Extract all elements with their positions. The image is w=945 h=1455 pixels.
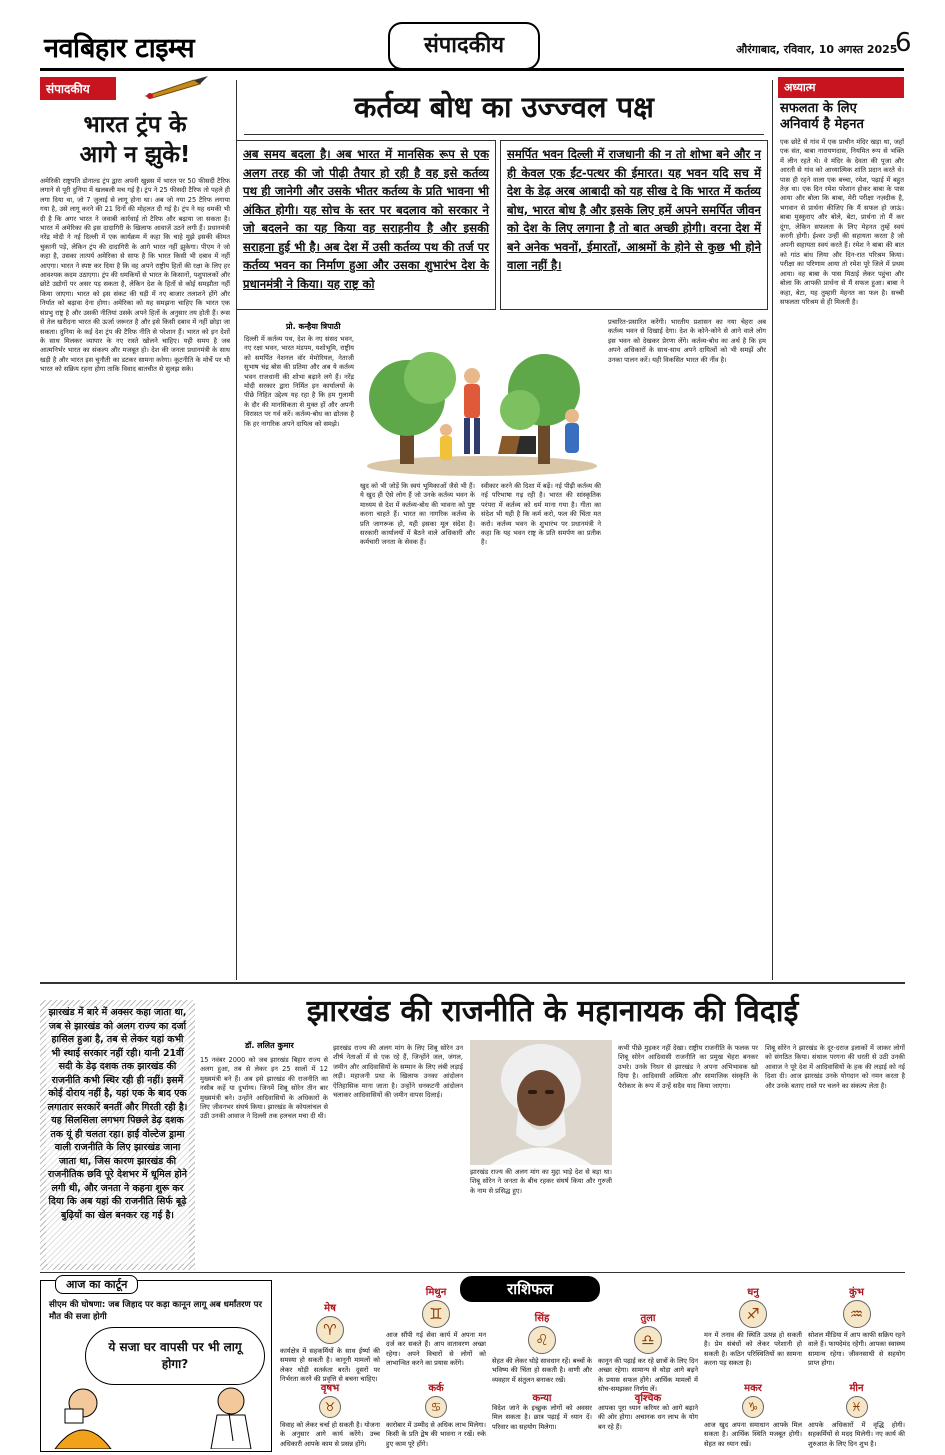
editorial-label: संपादकीय <box>40 77 116 100</box>
left-body: अमेरिकी राष्ट्रपति डोनाल्ड ट्रंप द्वारा अपनी खुन्नस में भारत पर 50 फीसदी टैरिफ लगाने से पूरी दुनिया में खलबली मच गई है। ट्रंप ने 25 फीसदी टैरिफ तो पहले ही लगा दिया था, जो 7 जुलाई से लागू होना था। अब जो नया 25 टैरिफ लगाया गया है, उसे लागू करने की 21 दिनों की मोहलत दी गई है। ट्रंप ने यह धमकी भी दी है कि अगर भारत ने जवाबी कार्रवाई तो टैरिफ और बढ़ाया जा सकता है। भारत में अमेरिका की इस दादागिरी के खिलाफ आवाजें उठने लगी हैं। प्रधानमंत्री नरेंद्र मोदी ने नई दिल्ली में एक कार्यक्रम में कहा कि चाहे मुझे इसकी कीमत चुकानी पड़े, लेकिन ट्रंप की दादागिरी के आगे भारत नहीं झुकेगा। पीएम ने जो कहा है, उसका तात्पर्य अमेरिका से साफ है कि भारत किसी भी दबाव में नहीं आएगा। भारत ने स्पष्ट कर दिया है कि वह अपने राष्ट्रीय हितों की रक्षा के लिए हर आवश्यक कदम उठाएगा। ट्रंप की धमकियों से भारत के किसानों, पशुपालकों और छोटे उद्योगों पर असर पड़ सकता है, लेकिन देश के हितों से कोई समझौता नहीं किया जाएगा। भारत को इस संकट की घड़ी में नए बाजार तलाशने होंगे और निर्यात को बढ़ावा देना होगा। अमेरिका को यह समझना चाहिए कि भारत एक संप्रभु राष्ट्र है और उसकी नीतियां उसके अपने हितों के अनुसार तय होती हैं। रूस से तेल खरीदना भारत की ऊर्जा जरूरत है और इसे किसी दबाव में नहीं छोड़ा जा सकता। दुनिया के कई देश ट्रंप की टैरिफ नीति से परेशान हैं। भारत को इन देशों के साथ मिलकर व्यापार के नए रास्ते खोलने चाहिए। यही समय है जब आत्मनिर्भर भारत का संकल्प और मजबूत हो। देश की जनता प्रधानमंत्री के साथ खड़ी है और भारत इस चुनौती का डटकर सामना करेगा। कूटनीति के मोर्चे पर भी भारत को सक्रिय रहना होगा ताकि विवाद बातचीत से सुलझ सके। <box>40 177 230 374</box>
rashi-singh <box>492 1310 592 1388</box>
cartoon-bubble-text: ये सजा घर वापसी पर भी लागू होगा? <box>108 1340 242 1371</box>
rashi-name: कर्क <box>428 1383 444 1394</box>
rashi-kanya <box>492 1390 592 1452</box>
jharkhand-body-col2: झारखंड राज्य की अलग मांग के लिए शिबू सोरेन उन शीर्ष नेताओं में से एक रहे हैं, जिन्होंने जल, जंगल, जमीन और आदिवासियों के सम्मान के लिए लंबी लड़ाई लड़ी। महाजनी प्रथा के खिलाफ उनका आंदोलन ऐतिहासिक माना जाता है। उन्होंने धनकटनी आंदोलन चलाकर आदिवासियों की जमीन वापस दिलाई। <box>333 1044 463 1100</box>
rashi-meen <box>808 1380 905 1452</box>
rashi-text: आपके अधिकारों में वृद्धि होगी। सहकर्मियों से मदद मिलेगी। नए कार्य की शुरुआत के लिए दिन शुभ है। <box>808 1421 905 1448</box>
jharkhand-quote-panel <box>40 1000 195 1270</box>
rashi-vrishabh <box>280 1380 380 1452</box>
rashi-name: वृषभ <box>320 1383 340 1394</box>
rashi-name: कन्या <box>532 1393 552 1404</box>
rashi-text: विदेश जाने के इच्छुक लोगों को अवसर मिल सकता है। छात्र पढ़ाई में ध्यान दें। परिवार का सहयोग मिलेगा। <box>492 1404 592 1431</box>
rashi-mithun <box>386 1284 486 1378</box>
rashi-name: मीन <box>849 1383 864 1394</box>
jharkhand-headline: झारखंड की राजनीति के महानायक की विदाई <box>306 994 799 1029</box>
jharkhand-photo-caption: झारखंड राज्य की अलग मांग का मुद्दा भाड़े देश से बड़ा था। शिबू सोरेन ने जनता के बीच रहकर संघर्ष किया और गुरुजी के नाम से प्रसिद्ध हुए। <box>470 1168 612 1195</box>
main-body-col1: दिल्ली में कर्तव्य पथ, देश के नए संसद भवन, नए रक्षा भवन, भारत मंडपम, यशोभूमि, राष्ट्रीय को समर्पित नेशनल वॉर मेमोरियल, नेताजी सुभाष चंद्र बोस की प्रतिमा और अब ये कर्तव्य भवन राजधानी की शोभा बढ़ाने लगे हैं। नरेंद्र मोदी सरकार द्वारा निर्मित इन कार्यालयों के पीछे निहित उद्देश्य यह रहा है कि हम गुलामी के दौर की मानसिकता से मुक्त हों और अपनी विरासत पर गर्व करें। कर्तव्य-बोध का द्योतक है कि हर नागरिक अपने दायित्व को समझे। <box>244 335 354 428</box>
gemini-icon: ♊ <box>422 1300 450 1328</box>
pisces-icon: ♓ <box>846 1396 868 1418</box>
cartoon-speech-bubble <box>85 1327 265 1385</box>
main-body-col2: खुद को भी जोड़ें कि स्वयं भूमिकाओं जैसे भी हैं। ये खुद ही ऐसे लोग हैं जो उनके कर्तव्य भवन के माध्यम से देश में कर्तव्य-बोध की भावना को पुष्ट करना चाहते हैं। भारत का नागरिक कर्तव्य के प्रति जागरूक हो, यही इसका मूल संदेश है। सरकारी कार्यालयों में बैठने वाले अधिकारी और कर्मचारी जनता के सेवक हैं। <box>360 482 475 547</box>
rashi-mesh <box>280 1300 380 1384</box>
rashi-text: आपका पूरा ध्यान करियर को आगे बढ़ाने की ओर होगा। अचानक धन लाभ के योग बन रहे हैं। <box>598 1404 698 1431</box>
jharkhand-body-col5: शिबू सोरेन ने झारखंड के दूर-दराज इलाकों में जाकर लोगों को संगठित किया। संथाल परगना की धरती से उठी उनकी आवाज ने पूरे देश में आदिवासियों के हक की लड़ाई को नई दिशा दी। आज झारखंड उनके योगदान को नमन करता है और उनके बताए रास्ते पर चलने का संकल्प लेता है। <box>765 1044 905 1090</box>
rashi-name: तुला <box>640 1313 656 1324</box>
adhyatm-headline <box>780 101 904 133</box>
main-headline-rule <box>244 134 764 135</box>
rashi-text: आज खुद अपना समाधान आपके मिल सकता है। आर्थिक स्थिति मजबूत होगी। सेहत का ध्यान रखें। <box>704 1421 802 1448</box>
rashi-name: मेष <box>324 1303 336 1314</box>
cartoon-figure <box>45 1381 269 1449</box>
main-body-col3: स्वीकार करने की दिशा में बढ़ें। नई पीढ़ी कर्तव्य की नई परिभाषा गढ़ रही है। भारत की सांस्कृतिक परंपरा में कर्तव्य को धर्म माना गया है। गीता का संदेश भी यही है कि कर्म करो, फल की चिंता मत करो। कर्तव्य भवन के शुभारंभ पर प्रधानमंत्री ने कहा कि यह भवन राष्ट्र के प्रति समर्पण का प्रतीक है। <box>481 482 601 547</box>
rashi-text: विवाह को लेकर चर्चा हो सकती है। योजना के अनुसार आगे कार्य करेंगे। उच्च अधिकारी आपके काम से प्रसन्न होंगे। <box>280 1421 380 1448</box>
cartoon-caption: सीएम की घोषणा: जब जिहाद पर कड़ा कानून लागू अब धर्मांतरण पर मौत की सजा होगी <box>49 1300 262 1322</box>
libra-icon: ♎ <box>634 1326 662 1354</box>
page-number: 6 <box>895 28 912 58</box>
rashi-name: कुंभ <box>849 1287 864 1298</box>
bottom-divider <box>40 1272 905 1273</box>
rashi-name: मिथुन <box>425 1287 447 1298</box>
taurus-icon: ♉ <box>319 1396 341 1418</box>
rashi-dhanu <box>704 1284 802 1378</box>
rashi-vrishchik <box>598 1390 698 1452</box>
newspaper-brand: नवबिहार टाइम्स <box>44 33 195 64</box>
adhyatm-headline-line2: अनिवार्य है मेहनत <box>780 117 864 132</box>
quote-right-text: समर्पित भवन दिल्ली में राजधानी की न तो शोभा बने और न ही केवल एक ईंट-पत्थर की ईमारत। यह भवन यदि सच में देश के डेढ़ अरब आबादी को यह सीख दे कि भारत में कर्तव्य बोध, भारत बोध है और इसके लिए हमें अपने समर्पित जीवन को देश के लिए लगाना है तो बात अच्छी होगी। वरना देश में बने अनेक भवनों, ईमारतों, आश्रमों के होने से कुछ भी होने वाला नहीं है। <box>507 147 761 272</box>
rashi-tula <box>598 1310 698 1394</box>
main-author: प्रो. कन्हैया त्रिपाठी <box>286 322 341 331</box>
cartoon-label: आज का कार्टून <box>55 1275 138 1294</box>
main-body-col4: प्रचारित-प्रसारित करेंगी। भारतीय प्रशासन का नया चेहरा अब कर्तव्य भवन से दिखाई देगा। देश के कोने-कोने से आने वाले लोग इस भवन को देखकर प्रेरणा लेंगे। कर्तव्य-बोध का अर्थ है कि हम अपने अधिकारों के साथ-साथ अपने दायित्वों को भी समझें और उनका पालन करें। यही विकसित भारत की नींव है। <box>608 318 766 364</box>
cancer-icon: ♋ <box>425 1396 447 1418</box>
rashi-text: आज सौंपी गई सेवा कार्य में अपना मन दर्ज कर सकते हैं। आप वातावरण अच्छा रहेगा। अपने विचारों से लोगों को लाभान्वित करने का प्रयास करेंगे। <box>386 1331 486 1368</box>
adhyatm-body: एक छोटे से गांव में एक प्राचीन मंदिर खड़ा था, जहाँ एक संत, बाबा नारायणदास, नियमित रूप से भक्ति में लीन रहते थे। वे मंदिर के देवता की पूजा और आरती से गांव को आध्यात्मिक शांति प्रदान करते थे। पास ही रहने वाला एक बच्चा, रमेश, पढ़ाई में बहुत तेज़ था। एक दिन रमेश परेशान होकर बाबा के पास आया और बोला कि बाबा, मेरी परीक्षा नज़दीक है, भगवान से प्रार्थना कीजिए कि मैं सफल हो जाऊं। बाबा मुस्कुराए और बोले, बेटा, प्रार्थना तो मैं कर दूंगा, लेकिन सफलता के लिए मेहनत तुम्हें स्वयं करनी होगी। ईश्वर उन्हीं की सहायता करता है जो अपनी सहायता स्वयं करते हैं। रमेश ने बाबा की बात को गांठ बांध लिया और दिन-रात परिश्रम किया। परीक्षा का परिणाम आया तो रमेश पूरे जिले में प्रथम आया। वह बाबा के पास मिठाई लेकर पहुंचा और बोला कि आपकी प्रार्थना से मैं सफल हुआ। बाबा ने कहा, बेटा, यह तुम्हारी मेहनत का फल है। सच्ची सफलता परिश्रम से ही मिलती है। <box>780 138 904 306</box>
rashi-text: सोशल मीडिया में आप काफी सक्रिय रहने वाले हैं। फायदेमंद रहेगी। आपका स्वास्थ्य सामान्य रहेगा। जीवनसाथी से सहयोग प्राप्त होगा। <box>808 1331 906 1368</box>
rashi-text: कानून की पढ़ाई कर रहे छात्रों के लिए दिन अच्छा रहेगा। सामान्य से थोड़ा आगे बढ़ने के प्रयास सफल होंगे। आर्थिक मामलों में सोच-समझकर निर्णय लें। <box>598 1357 698 1394</box>
rashifal-title-text: राशिफल <box>507 1280 553 1298</box>
aries-icon: ♈ <box>316 1316 344 1344</box>
masthead <box>0 0 945 78</box>
rashi-kumbh <box>808 1284 905 1378</box>
left-headline-line2: आगे न झुके! <box>79 142 191 168</box>
rashi-kark <box>386 1380 486 1452</box>
shibu-soren-portrait <box>470 1040 612 1165</box>
adhyatm-label: अध्यात्म <box>778 77 904 98</box>
jharkhand-quote-text: झारखंड में बारे में अक्सर कहा जाता था, जब से झारखंड को अलग राज्य का दर्जा हासिल हुआ है, तब से लेकर यहां कभी भी स्थाई सरकार नहीं रही। यानी 21वीं सदी के डेढ़ दशक तक झारखंड की राजनीति कभी स्थिर रही ही नहीं। इसमें कोई दोराय नहीं है, यहां एक के बाद एक लगातार सरकारें बनतीं और गिरती रही है। यह सिलसिला लगभग पिछले डेढ़ दशक तक यूं ही चलता रहा। हाईं वोल्टेज ड्रामा वाली राजनीति के लिए झारखंड जाना जाता था, जिस कारण झारखंड की राजनीतिक छवि पूरे देशभर में धूमिल होने लगी थी, और जनता ने कहना शुरू कर दिया कि अब यहां की राजनीति सिर्फ बूढ़े बुढ़ियों का खेल बनकर रह गई है। <box>46 1006 189 1264</box>
pen-icon <box>142 74 212 100</box>
quote-box-left <box>236 140 496 310</box>
cartoon-panel <box>40 1280 272 1452</box>
rashi-name: सिंह <box>534 1313 550 1324</box>
main-headline: कर्तव्य बोध का उज्ज्वल पक्ष <box>354 90 654 124</box>
jharkhand-author: डॉ. ललित कुमार <box>245 1041 294 1050</box>
rashi-name: वृश्चिक <box>634 1393 662 1404</box>
rashi-text: कारोबार में उम्मीद से अधिक लाभ मिलेगा। किसी के प्रति द्वेष की भावना न रखें। रुके हुए काम पूरे होंगे। <box>386 1421 486 1448</box>
left-headline <box>40 110 230 170</box>
jharkhand-body-col1: 15 नवंबर 2000 को जब झारखंड बिहार राज्य से अलग हुआ, तब से लेकर इन 25 सालों में 12 मुख्यमंत्री बने हैं। अब इसे झारखंड की राजनीति का नसीब कहें या दुर्भाग्य। जिनमें शिबू सोरेन तीन बार मुख्यमंत्री बने। उन्होंने आदिवासियों के अधिकारों के लिए जीवनभर संघर्ष किया। झारखंड के कोयलांचल से उठी उनकी आवाज ने दिल्ली तक हलचल मचा दी थी। <box>200 1056 328 1121</box>
tree-planting-illustration <box>360 318 605 478</box>
capricorn-icon: ♑ <box>742 1396 764 1418</box>
quote-box-right <box>500 140 768 310</box>
right-divider <box>772 80 773 980</box>
rashi-name: धनु <box>747 1287 759 1298</box>
sagittarius-icon: ♐ <box>739 1300 767 1328</box>
leo-icon: ♌ <box>528 1326 556 1354</box>
rashi-text: सेहत की लेकर थोड़े सावधान रहें। बच्चों के भविष्य की चिंता हो सकती है। वाणी और व्यवहार में संतुलन बनाकर रखें। <box>492 1357 593 1384</box>
quote-left-text: अब समय बदला है। अब भारत में मानसिक रूप से एक अलग तरह की जो पीढ़ी तैयार हो रही है वह इसे कर्तव्य पथ ही जानेगी और उसके भीतर कर्तव्य के प्रति भावना भी अंकित होगी। यह सोच के स्तर पर बदलाव को सरकार ने जो बदलने का यह किया वह सराहनीय है और इसकी सराहना हुई भी है। अब देश में उसी कर्तव्य पथ की तर्ज पर कर्तव्य भवन का निर्माण हुआ और उसका शुभारंभ देश के प्रधानमंत्री ने किया। यह राष्ट्र को <box>243 147 489 291</box>
aquarius-icon: ♒ <box>843 1300 871 1328</box>
section-divider <box>40 982 905 984</box>
adhyatm-headline-line1: सफलता के लिए <box>780 101 857 116</box>
jharkhand-body-col4: कभी पीछे मुड़कर नहीं देखा। राष्ट्रीय राजनीति के फलक पर शिबू सोरेन आदिवासी राजनीति का प्रमुख चेहरा बनकर उभरे। उनके निधन से झारखंड ने अपना अभिभावक खो दिया है। आदिवासी अस्मिता और सामाजिक संस्कृति के पैरोकार के रूप में उन्हें सदैव याद किया जाएगा। <box>618 1044 758 1090</box>
rashi-name: मकर <box>744 1383 762 1394</box>
rashi-text: कार्यक्षेत्र में सहकर्मियों के साथ ईर्ष्या की समस्या हो सकती है। कानूनी मामलों को लेकर थोड़ी सतर्कता बरतें। दूसरों पर निर्भरता करने की प्रवृत्ति से बचना चाहिए। <box>280 1347 380 1384</box>
rashi-text: मन में तनाव की स्थिति उत्पन्न हो सकती है। प्रेम संबंधों को लेकर परेशानी हो सकती है। कठिन परिस्थितियों का सामना करना पड़ सकता है। <box>704 1331 802 1368</box>
rashi-makar <box>704 1380 802 1452</box>
section-tag: संपादकीय <box>388 22 540 70</box>
dateline: औरंगाबाद, रविवार, 10 अगस्त 2025 <box>736 43 898 56</box>
left-headline-line1: भारत ट्रंप के <box>83 112 187 138</box>
